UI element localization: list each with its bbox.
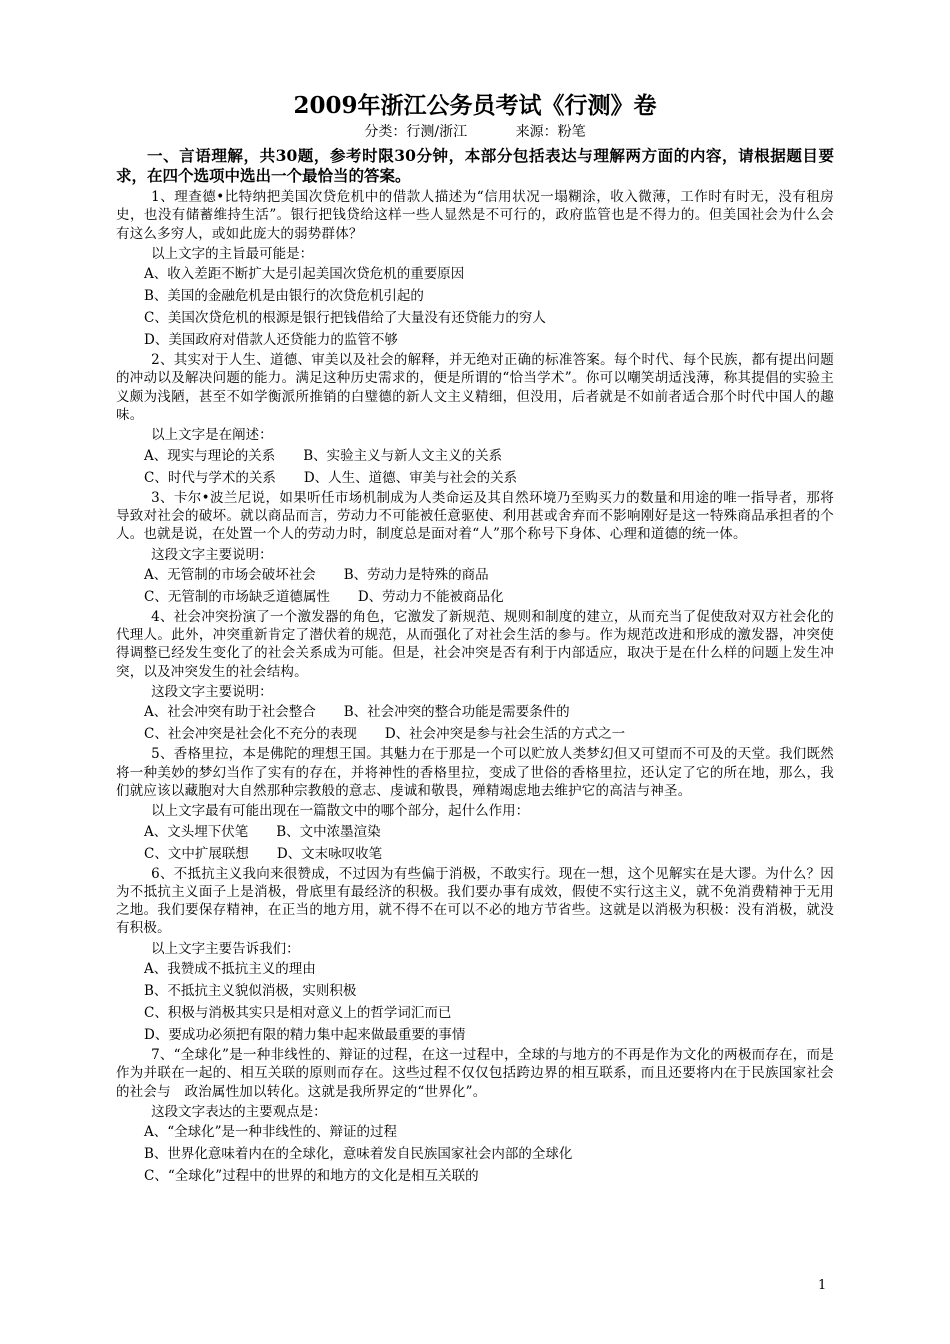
option: A、我赞成不抵抗主义的理由 <box>144 961 316 978</box>
option: D、文末咏叹收笔 <box>276 845 383 862</box>
option: A、现实与理论的关系 <box>144 447 276 464</box>
option-row <box>116 843 834 865</box>
question-text: 7、“全球化”是一种非线性的、辩证的过程，在这一过程中，全球的与地方的不再是作为文化的两极而存在，而是作为并联在一起的、相互关联的原则而存在。这些过程不仅仅包括跨边界的相互联系，而且还要将内在于民族国家社会的社会与 政治属性加以转化。这就是我所界定的“世界化”。 <box>116 1047 834 1100</box>
question-prompt: 这段文字主要说明： <box>151 684 273 701</box>
option: B、不抵抗主义貌似消极，实则积极 <box>144 983 357 1000</box>
option-row <box>116 586 834 608</box>
option-row <box>116 467 834 489</box>
option: B、文中浓墨渲染 <box>276 823 381 840</box>
question-prompt: 以上文字最有可能出现在一篇散文中的哪个部分，起什么作用： <box>151 803 530 820</box>
option: A、文头埋下伏笔 <box>144 823 249 840</box>
option: D、劳动力不能被商品化 <box>357 588 504 605</box>
option: C、时代与学术的关系 <box>144 469 276 486</box>
section-heading: 一、言语理解，共30题，参考时限30分钟，本部分包括表达与理解两方面的内容，请根据题目要求，在四个选项中选出一个最恰当的答案。 <box>116 146 834 185</box>
option: C、“全球化”过程中的世界的和地方的文化是相互关联的 <box>144 1168 479 1185</box>
question-prompt: 以上文字主要告诉我们： <box>151 940 300 957</box>
option: B、世界化意味着内在的全球化，意味着发自民族国家社会内部的全球化 <box>144 1146 573 1163</box>
option: D、美国政府对借款人还贷能力的监管不够 <box>144 332 398 349</box>
option-row <box>116 445 834 467</box>
option: C、无管制的市场缺乏道德属性 <box>144 588 330 605</box>
option: B、实验主义与新人文主义的关系 <box>303 447 503 464</box>
option: A、“全球化”是一种非线性的、辩证的过程 <box>144 1124 398 1141</box>
option: D、要成功必须把有限的精力集中起来做最重要的事情 <box>144 1027 466 1044</box>
option: B、劳动力是特殊的商品 <box>343 566 489 583</box>
option-row <box>116 821 834 843</box>
option: C、积极与消极其实只是相对意义上的哲学词汇而已 <box>144 1005 452 1022</box>
option: B、社会冲突的整合功能是需要条件的 <box>343 704 570 721</box>
option: A、无管制的市场会破坏社会 <box>144 566 316 583</box>
option-row <box>116 723 834 745</box>
option: C、文中扩展联想 <box>144 845 249 862</box>
option: A、社会冲突有助于社会整合 <box>144 704 316 721</box>
option: B、美国的金融危机是由银行的次贷危机引起的 <box>144 288 424 305</box>
category-label: 分类：行测/浙江 <box>364 124 468 140</box>
question-prompt: 以上文字是在阐述： <box>151 427 273 444</box>
option: C、社会冲突是社会化不充分的表现 <box>144 726 357 743</box>
option: A、收入差距不断扩大是引起美国次贷危机的重要原因 <box>144 266 465 283</box>
option-row <box>116 701 834 723</box>
doc-meta <box>116 122 834 142</box>
question-text: 1、理查德•比特纳把美国次贷危机中的借款人描述为“信用状况一塌糊涂，收入微薄，工作时有时无，没有租房史，也没有储蓄维持生活”。银行把钱贷给这样一些人显然是不可行的，政府监管也是不得力的。但美国社会为什么会有这么多穷人，或如此庞大的弱势群体？ <box>116 189 834 242</box>
document-page <box>116 90 834 1187</box>
page-title: 2009年浙江公务员考试《行测》卷 <box>293 92 657 119</box>
question-text: 3、卡尔•波兰尼说，如果听任市场机制成为人类命运及其自然环境乃至购买力的数量和用途的唯一指导者，那将导致对社会的破坏。就以商品而言，劳动力不可能被任意驱使、利用甚或舍弃而不影响刚好是这一特殊商品承担者的个人。也就是说，在处置一个人的劳动力时，制度总是面对着“人”那个称号下身体、心理和道德的统一体。 <box>116 489 834 543</box>
question-text: 5、香格里拉，本是佛陀的理想王国。其魅力在于那是一个可以贮放人类梦幻但又可望而不可及的天堂。我们既然将一种美妙的梦幻当作了实有的存在，并将神性的香格里拉，变成了世俗的香格里拉，还认定了它的所在地，那么，我们就应该以藏胞对大自然那种宗教般的意志、虔诚和敬畏，殚精竭虑地去维护它的高洁与神圣。 <box>116 746 834 799</box>
page-number: 1 <box>818 1278 827 1293</box>
option-row <box>116 564 834 586</box>
question-prompt: 这段文字表达的主要观点是： <box>151 1103 327 1120</box>
question-text: 6、不抵抗主义我向来很赞成，不过因为有些偏于消极，不敢实行。现在一想，这个见解实在是大谬。为什么？因为不抵抗主义面子上是消极，骨底里有最经济的积极。我们要办事有成效，假使不实行这主义，就不免消费精神于无用之地。我们要保存精神，在正当的地方用，就不得不在可以不必的地方节省些。这就是以消极为积极：没有消极，就没有积极。 <box>116 865 834 937</box>
question-text: 2、其实对于人生、道德、审美以及社会的解释，并无绝对正确的标准答案。每个时代、每个民族，都有提出问题的冲动以及解决问题的能力。满足这种历史需求的，便是所谓的“恰当学术”。你可以嘲笑胡适浅薄，称其提倡的实验主义颇为浅陋，甚至不如学衡派所推销的白璧德的新人文主义精细，但没用，后者就是不如前者适合那个时代中国人的趣味。 <box>116 352 834 424</box>
question-prompt: 以上文字的主旨最可能是： <box>151 245 314 262</box>
question-text: 4、社会冲突扮演了一个激发器的角色，它激发了新规范、规则和制度的建立，从而充当了促使敌对双方社会化的代理人。此外，冲突重新肯定了潜伏着的规范，从而强化了对社会生活的参与。作为规范改进和形成的激发器，冲突使得调整已经发生变化了的社会关系成为可能。但是，社会冲突是否有利于内部适应，取决于是在什么样的问题上发生冲突，以及冲突发生的社会结构。 <box>116 608 834 680</box>
option: D、社会冲突是参与社会生活的方式之一 <box>384 726 626 743</box>
option: C、美国次贷危机的根源是银行把钱借给了大量没有还贷能力的穷人 <box>144 310 546 327</box>
question-prompt: 这段文字主要说明： <box>151 546 273 563</box>
source-label: 来源：粉笔 <box>515 124 586 140</box>
option: D、人生、道德、审美与社会的关系 <box>303 469 518 486</box>
